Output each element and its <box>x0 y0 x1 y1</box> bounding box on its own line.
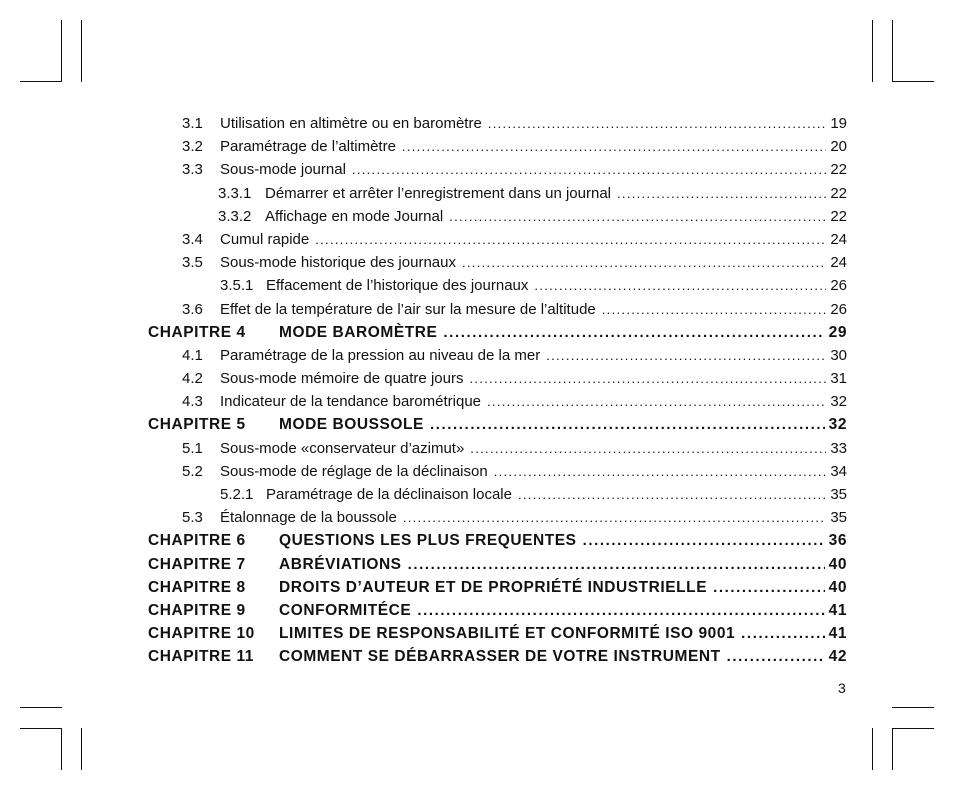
toc-chapter-number: CHAPITRE 8 <box>148 578 246 596</box>
toc-entry-title: Effet de la température de l’air sur la mesure de l’altitude <box>220 300 596 318</box>
toc-entry-page: 26 <box>830 277 847 295</box>
dot-leader <box>315 228 826 251</box>
dot-leader <box>617 182 826 205</box>
toc-entry-page: 30 <box>830 346 847 364</box>
toc-chapter-number: CHAPITRE 6 <box>148 532 246 550</box>
toc-entry-title: Cumul rapide <box>220 230 310 248</box>
dot-leader <box>518 483 826 506</box>
crop-mark-top-left-inner <box>81 20 82 82</box>
toc-entry-number: 5.3 <box>182 509 203 527</box>
dot-leader <box>430 413 825 436</box>
toc-chapter-title: COMMENT SE DÉBARRASSER DE VOTRE INSTRUMENT <box>279 648 721 666</box>
crop-mark-top-right-horizontal <box>892 81 934 82</box>
dot-leader <box>583 529 825 552</box>
toc-entry-title: Démarrer et arrêter l’enregistrement dans un journal <box>265 184 611 202</box>
toc-chapter-number: CHAPITRE 5 <box>148 416 246 434</box>
toc-entry-number: 4.2 <box>182 370 203 388</box>
toc-entry-page: 35 <box>830 486 847 503</box>
toc-entry-title: Sous-mode mémoire de quatre jours <box>220 370 464 388</box>
toc-chapter-number: CHAPITRE 4 <box>148 323 246 341</box>
toc-chapter-entry[interactable] <box>148 622 847 645</box>
toc-entry-page: 41 <box>828 625 847 643</box>
toc-entry-title: Paramétrage de l’altimètre <box>220 138 396 156</box>
toc-entry[interactable] <box>148 367 847 390</box>
toc-entry-title: Affichage en mode Journal <box>265 207 444 225</box>
toc-entry-page: 33 <box>830 439 847 457</box>
toc-entry[interactable] <box>148 158 847 181</box>
dot-leader <box>443 321 824 344</box>
toc-entry[interactable] <box>148 390 847 413</box>
toc-entry[interactable] <box>148 228 847 251</box>
toc-entry-page: 32 <box>828 416 847 434</box>
dot-leader <box>488 112 826 135</box>
toc-chapter-entry[interactable] <box>148 576 847 599</box>
toc-entry-number: 3.1 <box>182 115 203 132</box>
toc-entry-title: Effacement de l’historique des journaux <box>266 277 529 295</box>
toc-chapter-number: CHAPITRE 11 <box>148 648 254 666</box>
toc-entry-number: 3.5.1 <box>220 277 254 295</box>
toc-entry[interactable] <box>148 298 847 321</box>
toc-chapter-entry[interactable] <box>148 553 847 576</box>
toc-entry-number: 5.2 <box>182 462 203 480</box>
crop-mark-top-left-horizontal <box>20 81 62 82</box>
dot-leader <box>408 553 825 576</box>
toc-chapter-entry[interactable] <box>148 529 847 552</box>
toc-entry-title: Sous-mode journal <box>220 161 346 179</box>
toc-chapter-title: LIMITES DE RESPONSABILITÉ ET CONFORMITÉ ISO 9001 <box>279 625 736 643</box>
toc-entry-number: 3.4 <box>182 230 203 248</box>
dot-leader <box>602 298 826 321</box>
dot-leader <box>534 274 826 297</box>
toc-entry-page: 42 <box>828 648 847 666</box>
crop-mark-top-left-outer <box>61 20 62 82</box>
toc-chapter-title: CONFORMITÉCE <box>279 601 412 619</box>
toc-entry[interactable] <box>148 437 847 460</box>
crop-mark-top-right-inner <box>872 20 873 82</box>
toc-entry-title: Sous-mode historique des journaux <box>220 254 456 272</box>
crop-mark-bottom-right-corner <box>892 728 934 729</box>
toc-chapter-title: MODE BAROMÈTRE <box>279 323 438 341</box>
crop-mark-bottom-right-outer <box>892 728 893 770</box>
dot-leader <box>469 367 826 390</box>
toc-entry[interactable] <box>148 251 847 274</box>
toc-entry-page: 35 <box>830 509 847 527</box>
toc-entry-title: Indicateur de la tendance barométrique <box>220 393 482 411</box>
dot-leader <box>727 645 825 668</box>
toc-entry-page: 34 <box>830 462 847 480</box>
toc-entry-page: 40 <box>828 578 847 596</box>
toc-chapter-title: MODE BOUSSOLE <box>279 416 424 434</box>
toc-entry[interactable] <box>148 344 847 367</box>
toc-entry[interactable] <box>148 112 847 135</box>
dot-leader <box>352 158 826 181</box>
toc-entry[interactable] <box>148 135 847 158</box>
toc-entry-title: Paramétrage de la déclinaison locale <box>266 486 512 503</box>
toc-chapter-entry[interactable] <box>148 645 847 668</box>
toc-entry-number: 3.3 <box>182 161 203 179</box>
toc-entry-number: 5.1 <box>182 439 203 457</box>
toc-entry-number: 4.3 <box>182 393 203 411</box>
toc-entry[interactable] <box>148 460 847 483</box>
toc-entry-page: 24 <box>830 254 847 272</box>
toc-entry-number: 3.3.2 <box>218 207 252 225</box>
crop-mark-bottom-right-horizontal <box>892 707 934 708</box>
toc-entry-number: 3.6 <box>182 300 203 318</box>
page-number: 3 <box>838 680 846 696</box>
toc-chapter-number: CHAPITRE 9 <box>148 601 246 619</box>
toc-entry-page: 24 <box>830 230 847 248</box>
toc-entry-page: 20 <box>830 138 847 156</box>
toc-chapter-number: CHAPITRE 10 <box>148 625 255 643</box>
toc-chapter-entry[interactable] <box>148 321 847 344</box>
toc-entry-title: Paramétrage de la pression au niveau de la mer <box>220 346 541 364</box>
toc-entry-title: Utilisation en altimètre ou en baromètre <box>220 115 482 132</box>
toc-entry-title: Sous-mode «conservateur d’azimut» <box>220 439 465 457</box>
toc-entry-page: 32 <box>830 393 847 411</box>
dot-leader <box>403 506 826 529</box>
crop-mark-bottom-left-inner <box>81 728 82 770</box>
toc-entry-number: 5.2.1 <box>220 486 254 503</box>
dot-leader <box>449 205 826 228</box>
toc-chapter-entry[interactable] <box>148 599 847 622</box>
toc-entry[interactable] <box>148 483 847 506</box>
toc-entry-page: 29 <box>828 323 847 341</box>
toc-entry-page: 22 <box>830 161 847 179</box>
dot-leader <box>546 344 826 367</box>
crop-mark-bottom-left-horizontal <box>20 707 62 708</box>
toc-chapter-title: ABRÉVIATIONS <box>279 555 402 573</box>
crop-mark-bottom-left-corner <box>20 728 62 729</box>
toc-entry-title: Sous-mode de réglage de la déclinaison <box>220 462 488 480</box>
toc-entry[interactable] <box>148 182 847 205</box>
crop-mark-bottom-left-outer <box>61 728 62 770</box>
dot-leader <box>470 437 826 460</box>
toc-entry-number: 3.2 <box>182 138 203 156</box>
toc-chapter-title: DROITS D’AUTEUR ET DE PROPRIÉTÉ INDUSTRIELLE <box>279 578 708 596</box>
dot-leader <box>487 390 826 413</box>
toc-chapter-number: CHAPITRE 7 <box>148 555 246 573</box>
table-of-contents <box>148 112 847 669</box>
toc-entry-page: 41 <box>828 601 847 619</box>
toc-entry-page: 31 <box>830 370 847 388</box>
dot-leader <box>402 135 826 158</box>
toc-entry-number: 3.3.1 <box>218 184 252 202</box>
toc-entry-page: 26 <box>830 300 847 318</box>
dot-leader <box>417 599 824 622</box>
toc-entry-title: Étalonnage de la boussole <box>220 509 397 527</box>
dot-leader <box>713 576 825 599</box>
toc-entry-page: 36 <box>828 532 847 550</box>
toc-entry-number: 4.1 <box>182 346 203 364</box>
toc-entry-page: 40 <box>828 555 847 573</box>
dot-leader <box>741 622 825 645</box>
toc-entry-page: 22 <box>830 184 847 202</box>
toc-entry-number: 3.5 <box>182 254 203 272</box>
toc-entry-page: 19 <box>830 115 847 132</box>
toc-chapter-entry[interactable] <box>148 413 847 436</box>
crop-mark-bottom-right-inner <box>872 728 873 770</box>
dot-leader <box>494 460 826 483</box>
crop-mark-top-right-outer <box>892 20 893 82</box>
toc-entry[interactable] <box>148 506 847 529</box>
toc-entry-page: 22 <box>830 207 847 225</box>
dot-leader <box>462 251 826 274</box>
toc-chapter-title: QUESTIONS LES PLUS FREQUENTES <box>279 532 577 550</box>
toc-entry[interactable] <box>148 274 847 297</box>
toc-entry[interactable] <box>148 205 847 228</box>
